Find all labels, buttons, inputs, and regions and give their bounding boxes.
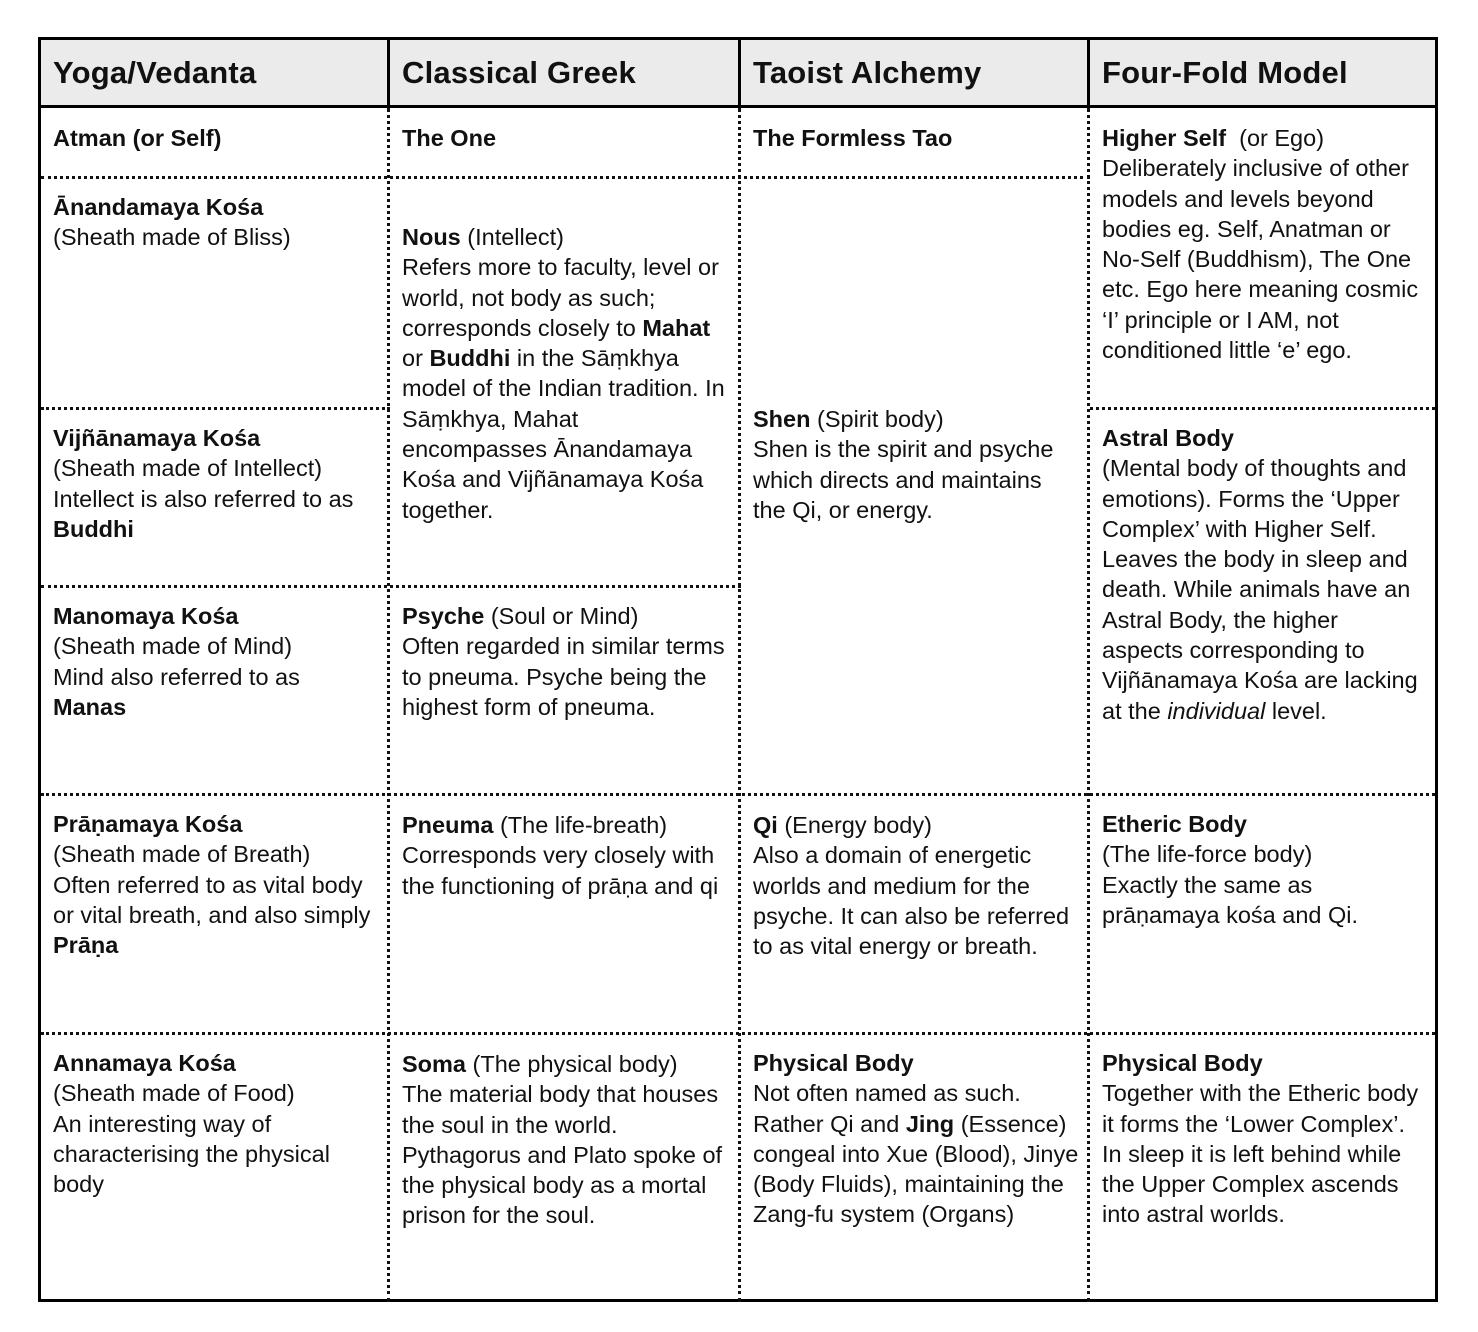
yoga-pranamaya-cell: Prāṇamaya Kośa (Sheath made of Breath) Often referred to as vital body or vital breath, and also simply Prāṇa [53, 811, 371, 959]
header-fourfold: Four-Fold Model [1102, 55, 1348, 90]
fourfold-astral-cell: Astral Body (Mental body of thoughts and emotions). Forms the ‘Upper Complex’ with Higher Self. Leaves the body in sleep and death. While animals have an Astral Body, the higher aspects corresponding to Vijñānamaya Kośa are lacking at the individual level. [1102, 425, 1418, 724]
greek-soma-cell: Soma (The physical body) The material body that houses the soul in the world. Pythagorus and Plato spoke of the physical body as a mortal prison for the soul. [402, 1051, 723, 1229]
header-divider [387, 40, 390, 108]
yoga-annamaya-cell: Annamaya Kośa (Sheath made of Food) An interesting way of characterising the physical body [53, 1050, 330, 1198]
header-divider [738, 40, 741, 108]
row-divider [41, 407, 390, 410]
yoga-manomaya-cell: Manomaya Kośa (Sheath made of Mind) Mind also referred to as Manas [53, 603, 300, 720]
tao-qi-cell: Qi (Energy body) Also a domain of energetic worlds and medium for the psyche. It can also be referred to as vital energy or breath. [753, 812, 1070, 960]
tao-physical-cell: Physical Body Not often named as such. Rather Qi and Jing (Essence) congeal into Xue (Blood), Jinye (Body Fluids), maintaining the Zang-fu system (Organs) [753, 1050, 1079, 1228]
header-greek: Classical Greek [402, 55, 636, 90]
greek-nous-cell: Nous (Intellect) Refers more to faculty, level or world, not body as such; corresponds closely to Mahat or Buddhi in the Sāṃkhya model of the Indian tradition. In Sāṃkhya, Mahat encompasses Ānandamaya Kośa and Vijñānamaya Kośa together. [402, 224, 725, 523]
greek-pneuma-cell: Pneuma (The life-breath) Corresponds very closely with the functioning of prāṇa and qi [402, 812, 719, 899]
tao-formless-cell: The Formless Tao [753, 125, 953, 151]
row-divider [41, 176, 1090, 179]
row-divider [1090, 407, 1435, 410]
yoga-anandamaya-cell: Ānandamaya Kośa (Sheath made of Bliss) [53, 194, 291, 251]
greek-psyche-cell: Psyche (Soul or Mind) Often regarded in similar terms to pneuma. Psyche being the highest form of pneuma. [402, 603, 725, 720]
header-taoist: Taoist Alchemy [753, 55, 982, 90]
yoga-vijnanamaya-cell: Vijñānamaya Kośa (Sheath made of Intellect) Intellect is also referred to as Buddhi [53, 425, 354, 542]
header-divider [1087, 40, 1090, 108]
header-yoga: Yoga/Vedanta [53, 55, 257, 90]
tao-shen-cell: Shen (Spirit body) Shen is the spirit and psyche which directs and maintains the Qi, or energy. [753, 406, 1054, 523]
greek-one-cell: The One [402, 125, 497, 151]
comparison-table [38, 37, 1438, 1302]
row-divider [41, 585, 741, 588]
row-divider [41, 1032, 1435, 1035]
fourfold-higher-self-cell: Higher Self (or Ego) Deliberately inclusive of other models and levels beyond bodies eg. Self, Anatman or No-Self (Buddhism), The One etc. Ego here meaning cosmic ‘I’ principle or I AM, not conditioned little ‘e’ ego. [1102, 125, 1419, 364]
fourfold-etheric-cell: Etheric Body (The life-force body) Exactly the same as prāṇamaya kośa and Qi. [1102, 811, 1359, 928]
row-divider [41, 793, 1435, 796]
yoga-atman-cell: Atman (or Self) [53, 125, 222, 151]
fourfold-physical-cell: Physical Body Together with the Etheric body it forms the ‘Lower Complex’. In sleep it is left behind while the Upper Complex ascends into astral worlds. [1102, 1050, 1419, 1228]
